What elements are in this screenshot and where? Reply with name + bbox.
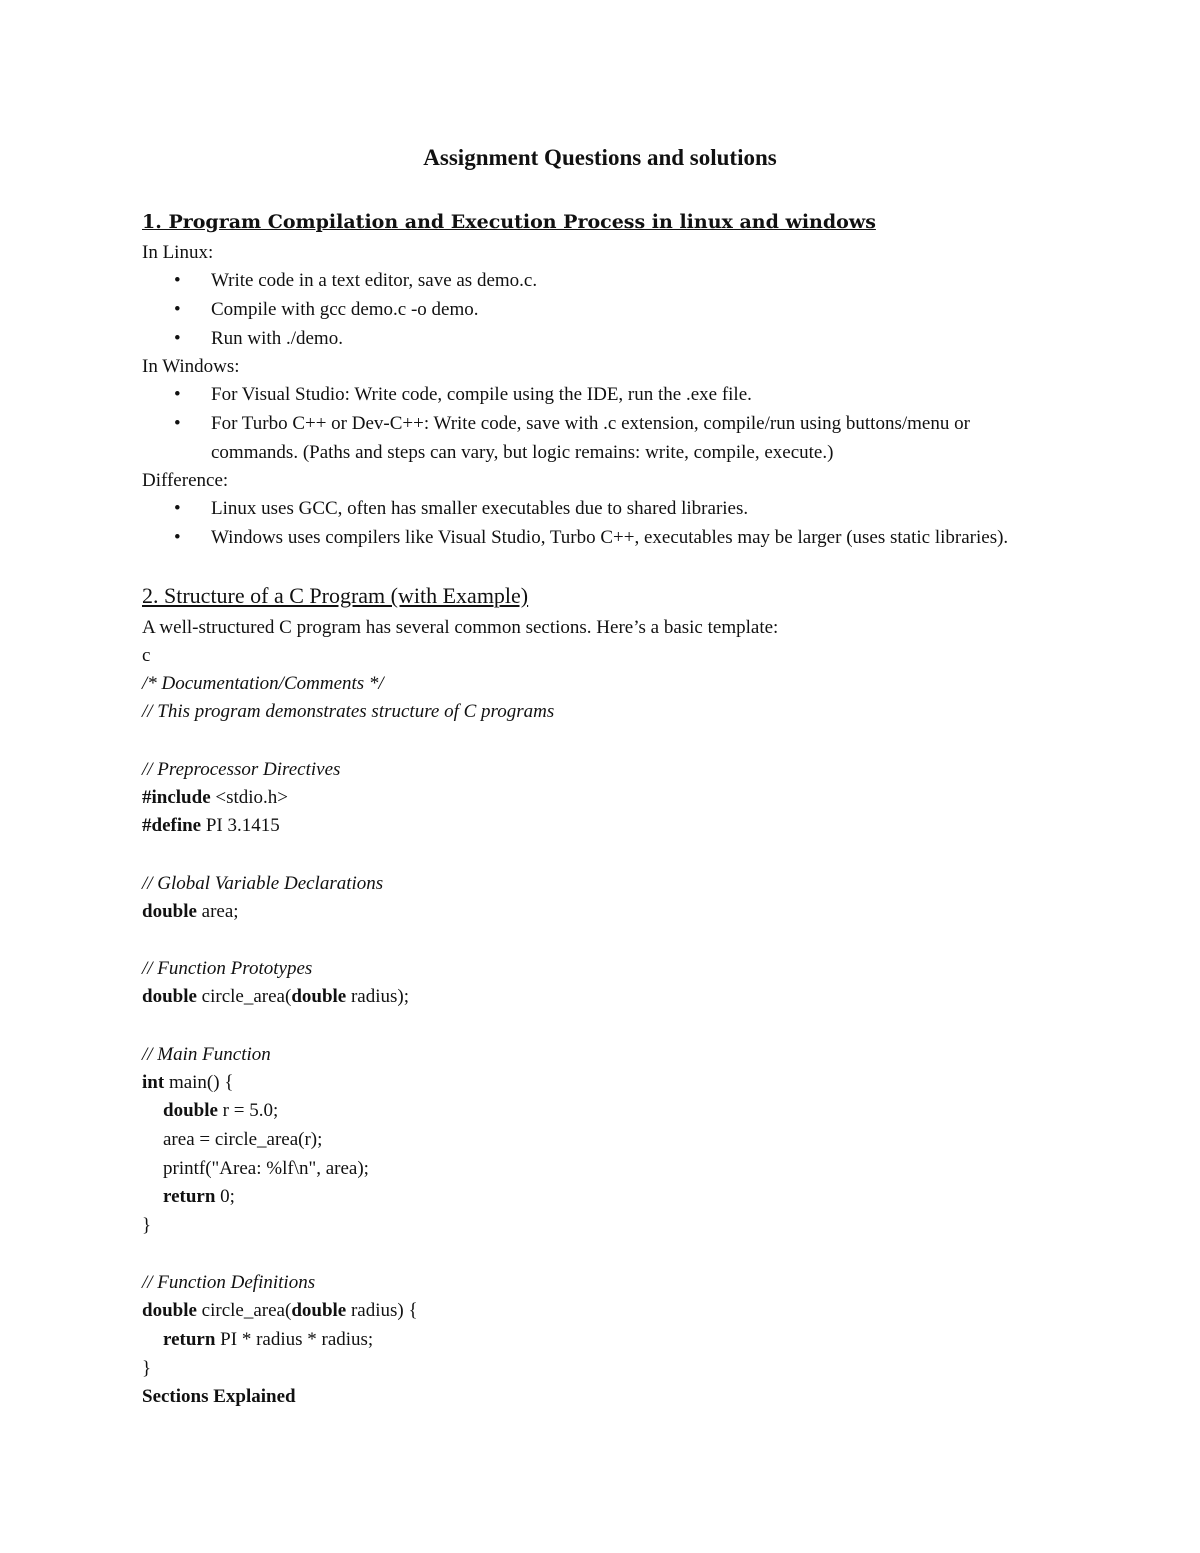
code-line-return: return 0; [163, 1186, 235, 1207]
code-comment: /* Documentation/Comments */ [142, 673, 384, 694]
linux-item: • Write code in a text editor, save as demo.c. [211, 267, 1061, 296]
windows-item: • For Turbo C++ or Dev-C++: Write code, save with .c extension, compile/run using buttons/menu or commands. (Paths and steps can vary, but logic remains: write, compile, execute.) [211, 410, 1061, 467]
code-line-include: #include <stdio.h> [142, 787, 289, 808]
section-2-intro: A well-structured C program has several common sections. Here’s a basic template: [142, 617, 779, 638]
code-line-definition: double circle_area(double radius) { [142, 1300, 418, 1321]
code-line-global: double area; [142, 901, 239, 922]
linux-label: In Linux: [142, 242, 214, 263]
code-line-main: int main() { [142, 1072, 234, 1093]
difference-item: • Windows uses compilers like Visual Studio, Turbo C++, executables may be larger (uses static libraries). [211, 524, 1061, 553]
windows-label: In Windows: [142, 356, 240, 377]
difference-label: Difference: [142, 470, 229, 491]
code-line-return-pi: return PI * radius * radius; [163, 1329, 374, 1350]
code-line-close: } [142, 1358, 152, 1379]
linux-item: • Run with ./demo. [211, 325, 1061, 354]
difference-item: • Linux uses GCC, often has smaller executables due to shared libraries. [211, 495, 1061, 524]
code-line-printf: printf("Area: %lf\n", area); [163, 1158, 369, 1179]
code-comment: // Global Variable Declarations [142, 873, 384, 894]
code-line-prototype: double circle_area(double radius); [142, 986, 410, 1007]
linux-item: • Compile with gcc demo.c -o demo. [211, 296, 1061, 325]
section-1-heading: 1. Program Compilation and Execution Process in linux and windows [142, 211, 876, 233]
code-line-close: } [142, 1215, 152, 1236]
windows-item: • For Visual Studio: Write code, compile using the IDE, run the .exe file. [211, 381, 1061, 410]
sections-explained-heading: Sections Explained [142, 1386, 296, 1407]
code-line-assign: area = circle_area(r); [163, 1129, 323, 1150]
code-line-var-r: double r = 5.0; [163, 1100, 279, 1121]
code-line-define: #define PI 3.1415 [142, 815, 280, 836]
code-comment: // Main Function [142, 1044, 271, 1065]
document-title: Assignment Questions and solutions [423, 145, 777, 170]
code-comment: // Preprocessor Directives [142, 759, 341, 780]
code-comment: // Function Definitions [142, 1272, 316, 1293]
section-2-heading: 2. Structure of a C Program (with Example) [142, 583, 529, 608]
code-comment: // This program demonstrates structure of C programs [142, 701, 555, 722]
code-language-label: c [142, 645, 151, 666]
code-comment: // Function Prototypes [142, 958, 313, 979]
